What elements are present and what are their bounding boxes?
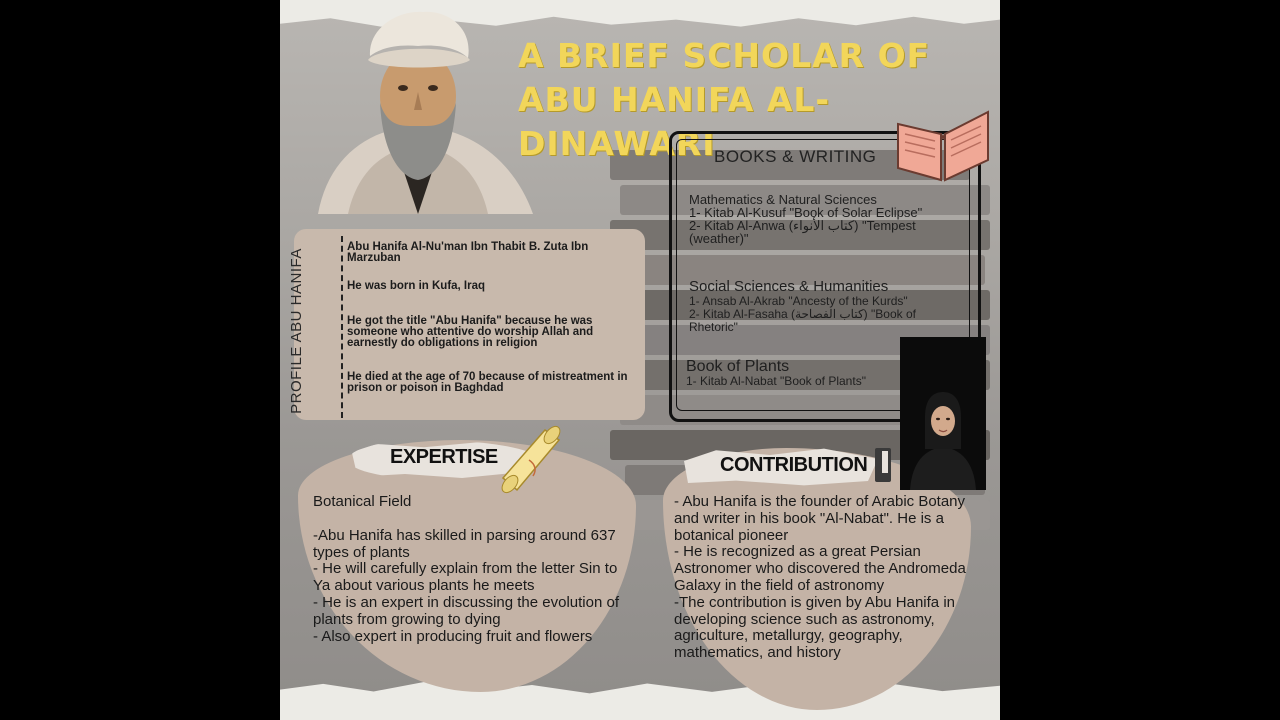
books-writing-title: BOOKS & WRITING: [714, 147, 877, 166]
profile-item-death: He died at the age of 70 because of mistreatment in prison or poison in Baghdad: [347, 371, 628, 394]
books-section-line: 2- Kitab Al-Anwa (كتاب الأنواء) "Tempest (weather)": [689, 218, 916, 246]
books-section-line: 1- Ansab Al-Akrab "Ancesty of the Kurds": [689, 294, 908, 308]
profile-item-name: Abu Hanifa Al-Nu'man Ibn Thabit B. Zuta Ibn Marzuban: [347, 241, 589, 264]
books-section-heading: Social Sciences & Humanities: [689, 278, 889, 295]
profile-label: PROFILE ABU HANIFA: [288, 248, 305, 414]
expertise-point: - Also expert in producing fruit and flowers: [313, 627, 593, 645]
contribution-title: CONTRIBUTION: [720, 454, 868, 476]
books-section-math: [689, 193, 954, 245]
books-section-line: 1- Kitab Al-Nabat "Book of Plants": [686, 374, 866, 388]
open-book-icon: [893, 104, 993, 182]
scroll-icon: [493, 420, 567, 498]
poster: [280, 0, 1000, 720]
expertise-content: [313, 494, 623, 645]
expertise-subtitle: Botanical Field: [313, 493, 412, 510]
expertise-point: - He is an expert in discussing the evolution of plants from growing to dying: [313, 593, 619, 628]
books-section-heading: Mathematics & Natural Sciences: [689, 192, 877, 207]
presenter-webcam: [900, 337, 986, 490]
books-section-heading: Book of Plants: [686, 358, 790, 375]
contribution-content: [674, 494, 970, 662]
books-section-social: [689, 279, 954, 334]
expertise-point: - He will carefully explain from the letter Sin to Ya about various plants he meets: [313, 560, 618, 595]
torn-paper-bottom: [280, 682, 1000, 720]
bookmark-icon: [874, 447, 892, 483]
contribution-point: -The contribution is given by Abu Hanifa in developing science such as astronomy, agriculture, metallurgy, geography, mathematics, and history: [674, 593, 955, 662]
presenter-avatar: [900, 337, 986, 490]
profile-item-birth: He was born in Kufa, Iraq: [347, 280, 486, 292]
books-section-line: 1- Kitab Al-Kusuf "Book of Solar Eclipse": [689, 205, 923, 220]
expertise-point: -Abu Hanifa has skilled in parsing around 637 types of plants: [313, 526, 616, 561]
profile-item-title: He got the title "Abu Hanifa" because he was someone who attentive do worship Allah and earnestly do obligations in religion: [347, 315, 594, 349]
contribution-point: - Abu Hanifa is the founder of Arabic Botany and writer in his book "Al-Nabat". He is a botanical pioneer: [674, 493, 966, 544]
poster-title: A BRIEF SCHOLAR OF ABU HANIFA AL-DINAWARI: [518, 36, 931, 163]
profile-divider: [341, 236, 343, 418]
contribution-point: - He is recognized as a great Persian Astronomer who discovered the Andromeda Galaxy in the field of astronomy: [674, 543, 966, 594]
portrait-illustration: [308, 8, 538, 214]
books-section-line: 2- Kitab Al-Fasaha (كتاب الفصاحة) "Book of Rhetoric": [689, 307, 916, 334]
expertise-title: EXPERTISE: [390, 446, 498, 468]
